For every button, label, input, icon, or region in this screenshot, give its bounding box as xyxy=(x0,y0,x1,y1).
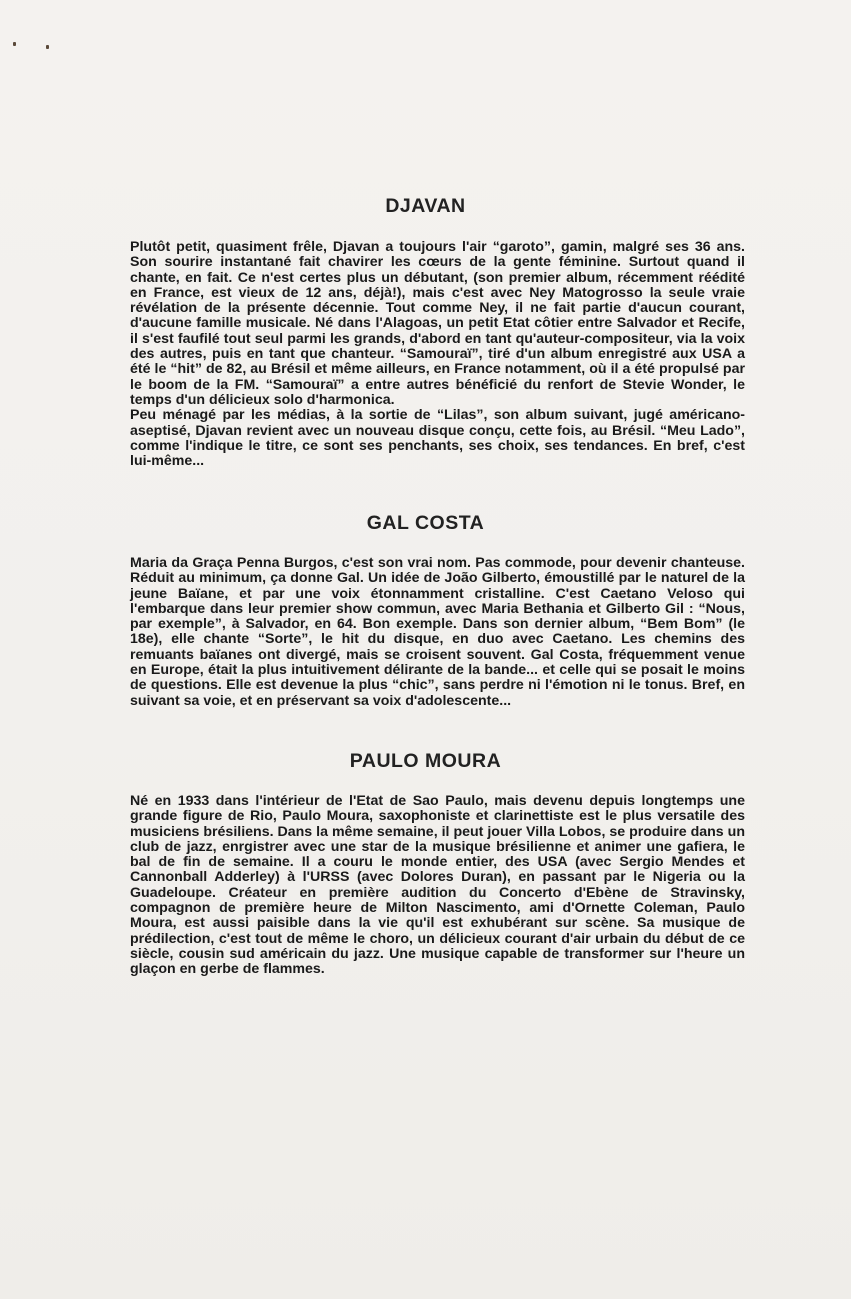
paragraph: Peu ménagé par les médias, à la sortie de “Lilas”, son album suivant, jugé américano-aseptisé, Djavan revient avec un nouveau disque conçu, cette fois, au Brésil. “Meu Lado”, comme l'indique le titre, ce sont ses penchants, ses choix, ses tendances. En bref, c'est lui-même... xyxy=(130,407,745,470)
section-title-djavan: DJAVAN xyxy=(385,195,466,217)
paragraph: Né en 1933 dans l'intérieur de l'Etat de Sao Paulo, mais devenu depuis longtemps une grande figure de Rio, Paulo Moura, saxophoniste et clarinettiste est le plus versatile des musiciens brésiliens. Dans la même semaine, il peut jouer Villa Lobos, se produire dans un club de jazz, enrgistrer avec une star de la musique brésilienne et animer une gafiera, le bal de fin de semaine. Il a couru le monde entier, des USA (avec Sergio Mendes et Cannonball Adderley) à l'URSS (avec Dolores Duran), en passant par le Nigeria ou la Guadeloupe. Créateur en première audition du Concerto d'Ebène de Stravinsky, compagnon de première heure de Milton Nascimento, ami d'Ornette Coleman, Paulo Moura, est aussi paisible dans la vie qu'il est exhubérant sur scène. Sa musique de prédilection, c'est tout de même le choro, un délicieux courant d'air urbain du début de ce siècle, cousin sud américain du jazz. Une musique capable de transformer sur l'heure un glaçon en gerbe de flammes. xyxy=(130,793,745,978)
section-body-paulo-moura xyxy=(130,794,745,978)
section-body-djavan xyxy=(130,240,745,469)
paper-speck xyxy=(13,42,16,46)
paper-speck xyxy=(46,45,49,49)
section-body-gal-costa xyxy=(130,556,745,709)
section-title-paulo-moura: PAULO MOURA xyxy=(349,750,502,772)
paragraph: Maria da Graça Penna Burgos, c'est son vrai nom. Pas commode, pour devenir chanteuse. Réduit au minimum, ça donne Gal. Un idée de João Gilberto, émoustillé par le naturel de la jeune Baïane, et par une voix étonnamment cristalline. C'est Caetano Veloso qui l'embarque dans leur premier show commun, avec Maria Bethania et Gilberto Gil : “Nous, par exemple”, à Salvador, en 64. Bon exemple. Dans son dernier album, “Bem Bom” (le 18e), elle chante “Sorte”, le hit du disque, en duo avec Caetano. Les chemins des remuants baïanes ont divergé, mais se croisent souvent. Gal Costa, fréquemment venue en Europe, était la plus intuitivement délirante de la bande... et celle qui se posait le moins de questions. Elle est devenue la plus “chic”, sans perdre ni l'émotion ni le tonus. Bref, en suivant sa voie, et en préservant sa voix d'adolescente... xyxy=(130,555,745,709)
section-title-gal-costa: GAL COSTA xyxy=(366,512,485,534)
paragraph: Plutôt petit, quasiment frêle, Djavan a toujours l'air “garoto”, gamin, malgré ses 36 ans. Son sourire instantané fait chavirer les cœurs de la gente féminine. Surtout quand il chante, en fait. Ce n'est certes plus un débutant, (son premier album, récemment réédité en France, est vieux de 12 ans, déjà!), mais c'est avec Ney Matogrosso la seule vraie révélation de la présente décennie. Tout comme Ney, il ne fait partie d'aucun courant, d'aucune famille musicale. Né dans l'Alagoas, un petit Etat côtier entre Salvador et Recife, il s'est faufilé tout seul parmi les grands, d'abord en tant qu'auteur-compositeur, via la voix des autres, puis en tant que chanteur. “Samouraï”, tiré d'un album enregistré aux USA a été le “hit” de 82, au Brésil et même ailleurs, en France notamment, où il a été propulsé par le boom de la FM. “Samouraï” a entre autres bénéficié du renfort de Stevie Wonder, le temps d'un délicieux solo d'harmonica. xyxy=(130,239,745,408)
